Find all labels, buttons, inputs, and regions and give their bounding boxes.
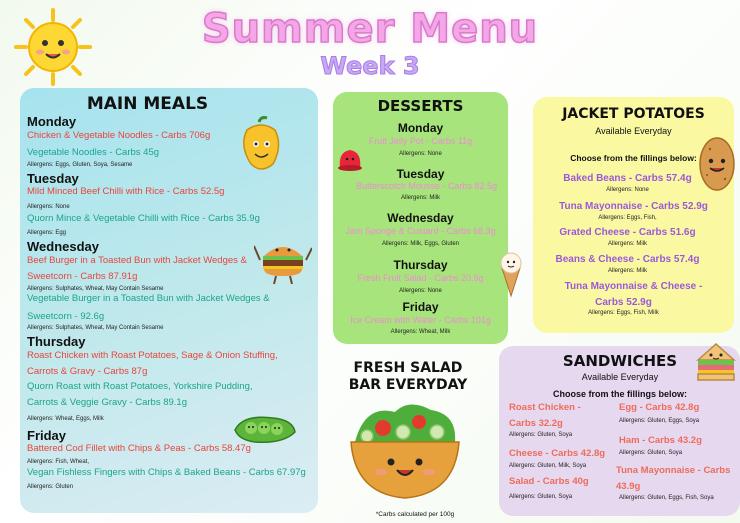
main-allergens: Allergens: Fish, Wheat, [27, 459, 90, 465]
main-item: Quorn Roast with Roast Potatoes, Yorkshire Pudding, [27, 381, 253, 392]
main-allergens: Allergens: Wheat, Eggs, Milk [27, 416, 104, 422]
jacket-potatoes-availability: Available Everyday [595, 126, 672, 136]
sandwiches-availability: Available Everyday [581, 372, 659, 382]
main-day-thursday: Thursday [27, 334, 86, 349]
dessert-allergens: Allergens: None [399, 288, 442, 294]
main-item: Vegetable Burger in a Toasted Bun with Jacket Wedges & [27, 293, 270, 304]
salad-heading-line1: FRESH SALAD [353, 360, 463, 376]
sandwiches-instructions: Choose from the fillings below: [552, 389, 687, 399]
dessert-day-friday: Friday [402, 300, 439, 314]
ice-cream-icon [498, 250, 524, 298]
burger-icon [254, 236, 312, 284]
sandwich-allergens: Allergens: Gluten, Soya [509, 432, 573, 438]
jacket-filling: Baked Beans - Carbs 57.4g [563, 173, 692, 184]
pepper-icon [237, 116, 285, 174]
sandwich-allergens: Allergens: Gluten, Eggs, Soya [619, 418, 700, 424]
jacket-filling: Tuna Mayonnaise & Cheese - [564, 281, 703, 292]
jelly-icon [336, 146, 364, 172]
dessert-item: Jam Sponge & Custard - Carbs 68.3g [345, 226, 496, 236]
main-allergens: Allergens: Egg [27, 230, 67, 236]
dessert-allergens: Allergens: None [399, 151, 442, 157]
jacket-filling: Grated Cheese - Carbs 51.6g [559, 227, 696, 238]
jacket-potatoes-heading: JACKET POTATOES [562, 106, 705, 122]
main-item: Carrots & Gravy - Carbs 87g [27, 366, 148, 377]
jacket-allergens: Allergens: Eggs, Fish, [598, 215, 657, 221]
jacket-allergens: Allergens: None [606, 187, 649, 193]
desserts-heading: DESSERTS [377, 97, 464, 115]
dessert-day-wednesday: Wednesday [387, 211, 454, 225]
sandwich-filling: Salad - Carbs 40g [509, 476, 589, 487]
dessert-item: Fresh Fruit Salad - Carbs 20.9g [357, 273, 484, 283]
dessert-allergens: Allergens: Wheat, Milk [390, 329, 451, 335]
jacket-filling: Tuna Mayonnaise - Carbs 52.9g [559, 201, 708, 212]
main-allergens: Allergens: None [27, 204, 70, 210]
main-allergens: Allergens: Sulphates, Wheat, May Contain Sesame [27, 286, 164, 292]
main-item: Carrots & Veggie Gravy - Carbs 89.1g [27, 397, 187, 408]
main-item: Chicken & Vegetable Noodles - Carbs 706g [27, 130, 211, 141]
sandwich-filling: Ham - Carbs 43.2g [619, 435, 702, 446]
dessert-day-thursday: Thursday [393, 258, 448, 272]
main-item: Roast Chicken with Roast Potatoes, Sage & Onion Stuffing, [27, 350, 278, 361]
sandwich-filling: Cheese - Carbs 42.8g [509, 448, 606, 459]
dessert-day-monday: Monday [397, 121, 444, 135]
main-allergens: Allergens: Sulphates, Wheat, May Contain Sesame [27, 325, 164, 331]
sandwich-allergens: Allergens: Gluten, Eggs, Fish, Soya [619, 495, 714, 501]
main-meals-heading: MAIN MEALS [86, 94, 209, 114]
dessert-day-tuesday: Tuesday [396, 167, 445, 181]
menu-week: Week 3 [320, 52, 420, 80]
sandwich-filling: Roast Chicken - [509, 402, 581, 413]
jacket-filling: Beans & Cheese - Carbs 57.4g [555, 254, 700, 265]
sandwiches-heading: SANDWICHES [562, 352, 678, 370]
main-item: Sweetcorn - 92.6g [27, 311, 105, 322]
main-item: Vegetable Noodles - Carbs 45g [27, 147, 160, 158]
main-item: Battered Cod Fillet with Chips & Peas - Carbs 58.47g [27, 443, 251, 454]
jacket-filling-cont: Carbs 52.9g [595, 297, 652, 308]
peas-icon [233, 412, 297, 446]
sandwich-filling: Egg - Carbs 42.8g [619, 402, 700, 413]
sandwich-allergens: Allergens: Gluten, Soya [619, 450, 683, 456]
potato-icon [697, 135, 737, 193]
main-day-wednesday: Wednesday [27, 239, 100, 254]
sandwich-filling-cont: Carbs 32.2g [509, 418, 563, 429]
jacket-allergens: Allergens: Milk [607, 241, 647, 247]
main-day-tuesday: Tuesday [27, 171, 79, 186]
sandwich-filling-cont: 43.9g [616, 481, 641, 492]
dessert-allergens: Allergens: Milk [400, 195, 440, 201]
dessert-allergens: Allergens: Milk, Eggs, Gluten [381, 241, 460, 247]
main-item: Vegan Fishless Fingers with Chips & Baked Beans - Carbs 67.97g [27, 467, 306, 478]
main-allergens: Allergens: Eggs, Gluten, Soya, Sesame [27, 162, 133, 168]
dessert-item: Fruit Jelly Pot - Carbs 11g [368, 136, 473, 146]
sandwich-filling: Tuna Mayonnaise - Carbs [616, 465, 731, 476]
dessert-item: Ice Cream with Water - Carbs 101g [350, 315, 491, 325]
carbs-footnote: *Carbs calculated per 100g [375, 511, 455, 518]
main-day-friday: Friday [27, 428, 67, 443]
jacket-allergens: Allergens: Eggs, Fish, Milk [588, 310, 659, 316]
salad-heading-line2: BAR EVERYDAY [348, 377, 468, 393]
sandwich-allergens: Allergens: Gluten, Milk, Soya [509, 463, 587, 469]
jacket-allergens: Allergens: Milk [607, 268, 647, 274]
jacket-potatoes-instructions: Choose from the fillings below: [570, 153, 697, 163]
main-item: Sweetcorn - Carbs 87.91g [27, 271, 138, 282]
menu-title: Summer Menu [201, 6, 539, 52]
main-day-monday: Monday [27, 114, 77, 129]
main-item: Quorn Mince & Vegetable Chilli with Rice - Carbs 35.9g [27, 213, 260, 224]
dessert-item: Butterscotch Mousse - Carbs 82.5g [355, 181, 498, 191]
sandwich-icon [694, 340, 738, 386]
main-item: Mild Minced Beef Chilli with Rice - Carbs 52.5g [27, 186, 225, 197]
main-allergens: Allergens: Gluten [27, 484, 74, 490]
salad-bowl-icon [345, 398, 465, 506]
sandwich-allergens: Allergens: Gluten, Soya [509, 494, 573, 500]
main-item: Beef Burger in a Toasted Bun with Jacket Wedges & [27, 255, 247, 266]
sun-icon [14, 8, 92, 86]
